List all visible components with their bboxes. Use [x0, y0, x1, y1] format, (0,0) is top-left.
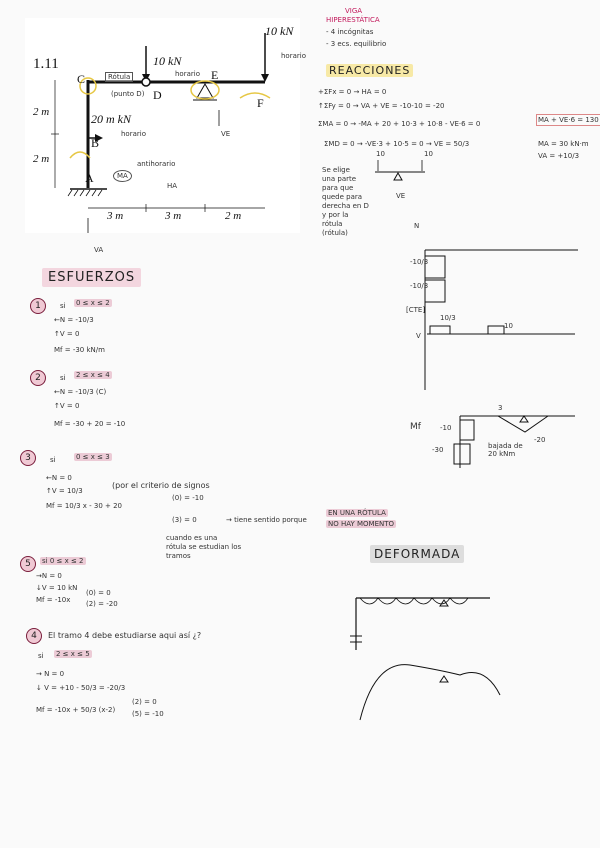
deformada-sketch [340, 580, 520, 730]
rotula-highlight: EN UNA RÓTULA [328, 509, 386, 517]
reaction-eq-ma-result: MA + VE·6 = 130 [538, 116, 599, 124]
section-3-case-3: (3) = 0 [172, 516, 197, 524]
section-4-range: 2 ≤ x ≤ 5 [56, 650, 90, 658]
section-5-case-0: (0) = 0 [86, 589, 111, 597]
section-3-badge: 3 [20, 450, 36, 466]
section-4-case-5: (5) = -10 [132, 710, 164, 718]
node-c-label: C [77, 72, 86, 86]
n-diagram-label: N [414, 222, 420, 230]
note-line-6: y por la [322, 211, 349, 219]
section-2-m: Mf = -30 + 20 = -10 [54, 420, 126, 428]
footnote-line-3: tramos [166, 552, 191, 560]
structure-figure [25, 18, 306, 233]
ma-value: MA = 30 kN·m [538, 140, 589, 148]
node-b-label: B [91, 136, 100, 150]
section-1-n: ←N = -10/3 [54, 316, 94, 324]
n-diagram-value-1: -10/3 [410, 258, 429, 266]
distributed-load-label: 20 m kN [91, 112, 131, 126]
node-d-label: D [153, 88, 162, 102]
n-diagram-value-2: -10/3 [410, 282, 429, 290]
problem-number: 1.11 [33, 56, 59, 72]
horario-note-3: horario [121, 130, 146, 138]
dim-3m-first: 3 m [107, 210, 124, 222]
note-line-5: derecha en D [322, 202, 369, 210]
section-3-n: ←N = 0 [46, 474, 72, 482]
note-line-8: (rótula) [322, 229, 348, 237]
punto-d-note: (punto D) [111, 90, 145, 98]
section-4-m: Mf = -10x + 50/3 (x-2) [36, 706, 116, 714]
esfuerzos-title: ESFUERZOS [42, 268, 141, 287]
ha-label: HA [167, 182, 178, 190]
bajada-note: bajada de 20 kNm [488, 442, 523, 458]
section-5-case-2: (2) = -20 [86, 600, 118, 608]
va-value: VA = +10/3 [538, 152, 580, 160]
mini-beam-load-1: 10 [376, 150, 385, 158]
mf-value-neg20: -20 [534, 436, 546, 444]
reaction-eq-md: ΣMD = 0 → -VE·3 + 10·5 = 0 → VE = 50/3 [324, 140, 470, 148]
note-line-3: para que [322, 184, 354, 192]
mf-value-3: 3 [498, 404, 503, 412]
mf-value-neg30: -30 [432, 446, 444, 454]
note-line-4: quede para [322, 193, 363, 201]
no-momento-highlight: NO HAY MOMENTO [328, 520, 395, 528]
footnote-line-1: cuando es una [166, 534, 218, 542]
section-5-badge: 5 [20, 556, 36, 572]
mini-beam-load-2: 10 [424, 150, 433, 158]
section-3-v: ↑V = 10/3 [46, 487, 83, 495]
section-3-note: → tiene sentido porque [226, 516, 307, 524]
deformada-title: DEFORMADA [370, 545, 464, 563]
footnote-line-2: rótula se estudian los [166, 543, 242, 551]
ve-label: VE [221, 130, 231, 138]
note-line-7: rótula [322, 220, 343, 228]
hiperestatica-label: HIPERESTÁTICA [326, 16, 380, 24]
section-4-case-2: (2) = 0 [132, 698, 157, 706]
dim-2m-upper: 2 m [33, 106, 50, 118]
section-3-case-0: (0) = -10 [172, 494, 204, 502]
structure-drawing [25, 18, 300, 233]
dim-2m-lower: 2 m [33, 153, 50, 165]
reaction-side-note [322, 166, 369, 238]
node-a-label: A [85, 171, 94, 185]
section-4-badge: 4 [26, 628, 42, 644]
cte-label: [CTE] [406, 306, 426, 314]
antihorario-note: antihorario [137, 160, 176, 168]
section-3-m: Mf = 10/3 x - 30 + 20 [46, 502, 123, 510]
section-1-badge: 1 [30, 298, 46, 314]
section-1-range: 0 ≤ x ≤ 2 [76, 299, 110, 307]
section-4-n: → N = 0 [36, 670, 65, 678]
section-2-v: ↑V = 0 [54, 402, 80, 410]
section-2-badge: 2 [30, 370, 46, 386]
dim-3m-second: 3 m [165, 210, 182, 222]
section-3-criterion: (por el criterio de signos [112, 481, 210, 490]
ma-label: MA [113, 170, 132, 182]
va-label: VA [94, 246, 104, 254]
viga-label: VIGA [345, 7, 363, 15]
section-1-m: Mf = -30 kN/m [54, 346, 105, 354]
load-label-c: 10 kN [153, 54, 182, 68]
section-4-v: ↓ V = +10 - 50/3 = -20/3 [36, 684, 126, 692]
section-5-v: ↓V = 10 kN [36, 584, 78, 592]
section-3-si: si [50, 456, 56, 464]
section-2-range: 2 ≤ x ≤ 4 [76, 371, 110, 379]
section-4-si: si [38, 652, 44, 660]
v-diagram-10-3: 10/3 [440, 314, 456, 322]
section-5-m: Mf = -10x [36, 596, 71, 604]
load-label-f: 10 kN [265, 24, 294, 38]
dim-2m-horizontal: 2 m [225, 210, 242, 222]
section-1-si: si [60, 302, 66, 310]
reaction-eq-fx: +ΣFx = 0 → HA = 0 [318, 88, 387, 96]
reaction-eq-fy: ↑ΣFy = 0 → VA + VE = -10-10 = -20 [318, 102, 445, 110]
node-f-label: F [257, 96, 264, 110]
section-3-footnote [166, 534, 241, 561]
note-line-2: una parte [322, 175, 357, 183]
mf-value-neg10: -10 [440, 424, 452, 432]
reaction-eq-ma: ΣMA = 0 → -MA + 20 + 10·3 + 10·8 - VE·6 = 0 [318, 120, 481, 128]
section-5-n: →N = 0 [36, 572, 62, 580]
rotula-note: Rótula [105, 72, 133, 82]
horario-note-2: horario [281, 52, 306, 60]
section-2-n: ←N = -10/3 (C) [54, 388, 107, 396]
node-e-label: E [211, 68, 219, 82]
v-diagram-10: 10 [504, 322, 513, 330]
v-diagram-label: V [416, 332, 421, 340]
incognitas-note: - 4 incógnitas [326, 28, 374, 36]
section-3-range: 0 ≤ x ≤ 3 [76, 453, 110, 461]
section-5-range: si 0 ≤ x ≤ 2 [42, 557, 84, 565]
mini-beam-ve: VE [396, 192, 406, 200]
reacciones-title: REACCIONES [326, 64, 413, 77]
note-line-1: Se elige [322, 166, 350, 174]
mf-diagram-label: Mf [410, 422, 421, 432]
section-2-si: si [60, 374, 66, 382]
equilibrio-note: - 3 ecs. equilibrio [326, 40, 387, 48]
section-1-v: ↑V = 0 [54, 330, 80, 338]
section-4-question: El tramo 4 debe estudiarse aqui así ¿? [48, 631, 202, 640]
horario-note-1: horario [175, 70, 200, 78]
